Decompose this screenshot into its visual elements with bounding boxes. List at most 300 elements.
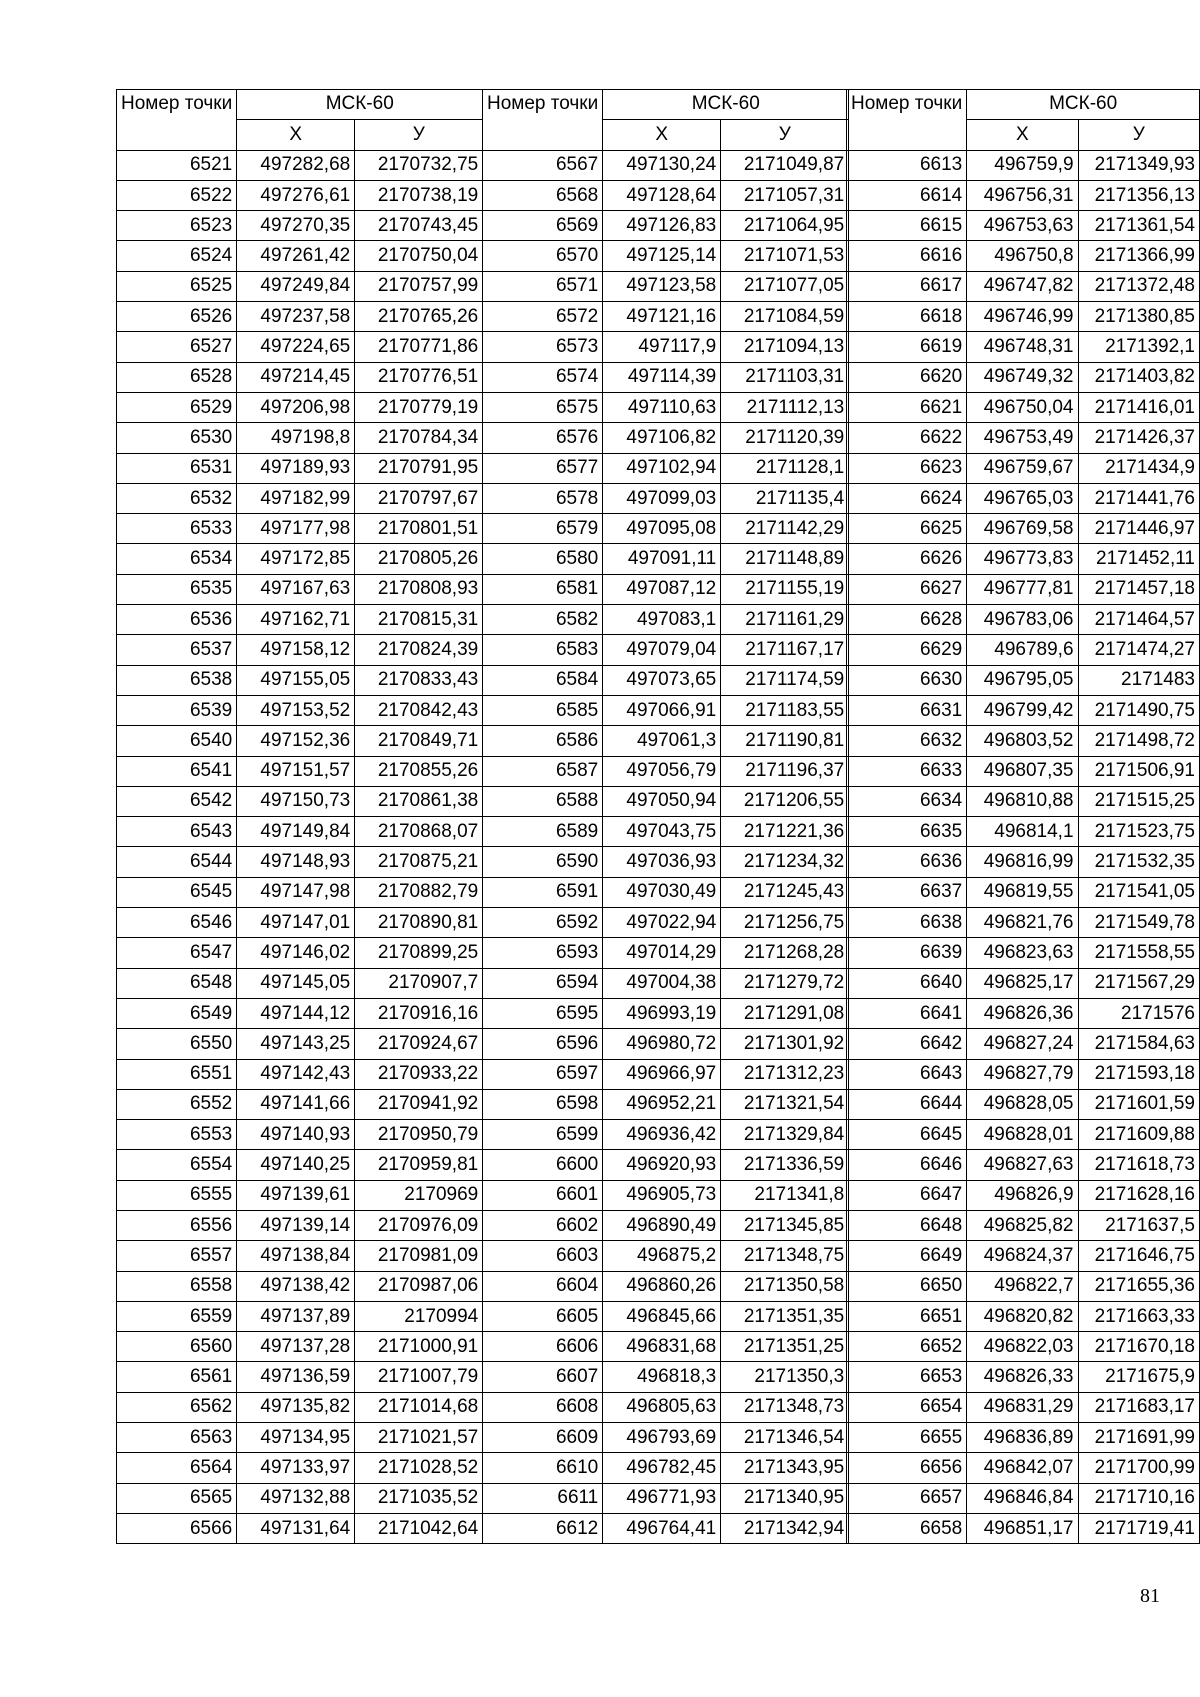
point-number-cell: 6565 [117,1483,237,1513]
table-row [847,877,1200,907]
point-number-cell: 6531 [117,453,237,483]
x-coordinate-cell: 497172,85 [237,544,355,574]
x-coordinate-cell: 497136,59 [237,1362,355,1392]
table-row [847,362,1200,392]
x-coordinate-cell: 496826,33 [967,1362,1078,1392]
table-row [117,544,483,574]
x-coordinate-cell: 496836,89 [967,1423,1078,1453]
point-number-cell: 6547 [117,938,237,968]
y-coordinate-cell: 2171416,01 [1078,392,1199,422]
table-row [117,211,483,241]
y-coordinate-cell: 2171321,54 [721,1089,849,1119]
point-number-cell: 6655 [847,1423,967,1453]
y-coordinate-cell: 2171618,73 [1078,1150,1199,1180]
y-coordinate-cell: 2171014,68 [355,1392,483,1422]
x-coordinate-cell: 496952,21 [603,1089,721,1119]
table-row [483,1483,849,1513]
x-coordinate-cell: 497125,14 [603,241,721,271]
table-row [117,665,483,695]
point-number-cell: 6535 [117,574,237,604]
x-coordinate-cell: 496750,8 [967,241,1078,271]
x-coordinate-cell: 496783,06 [967,605,1078,635]
y-coordinate-cell: 2171042,64 [355,1513,483,1543]
point-number-cell: 6607 [483,1362,603,1392]
x-coordinate-cell: 496825,17 [967,968,1078,998]
y-coordinate-cell: 2170941,92 [355,1089,483,1119]
x-coordinate-cell: 497145,05 [237,968,355,998]
point-number-cell: 6581 [483,574,603,604]
table-row [847,514,1200,544]
y-coordinate-cell: 2171350,3 [721,1362,849,1392]
x-coordinate-cell: 496824,37 [967,1241,1078,1271]
y-coordinate-cell: 2171174,59 [721,665,849,695]
y-coordinate-cell: 2171628,16 [1078,1180,1199,1210]
point-number-cell: 6557 [117,1241,237,1271]
table-row [117,1392,483,1422]
point-number-cell: 6629 [847,635,967,665]
point-number-cell: 6575 [483,392,603,422]
table-row [847,1271,1200,1301]
x-coordinate-cell: 496799,42 [967,695,1078,725]
y-coordinate-cell: 2171392,1 [1078,332,1199,362]
table-row [117,423,483,453]
point-number-cell: 6592 [483,908,603,938]
point-number-cell: 6651 [847,1301,967,1331]
y-coordinate-cell: 2170987,06 [355,1271,483,1301]
x-coordinate-cell: 496746,99 [967,302,1078,332]
x-coordinate-cell: 496822,03 [967,1332,1078,1362]
table-row [483,332,849,362]
table-row [117,180,483,210]
x-coordinate-cell: 496747,82 [967,271,1078,301]
y-coordinate-cell: 2170743,45 [355,211,483,241]
y-coordinate-cell: 2170732,75 [355,150,483,180]
x-coordinate-cell: 496825,82 [967,1210,1078,1240]
y-coordinate-cell: 2171515,25 [1078,786,1199,816]
table-row [483,1180,849,1210]
x-coordinate-cell: 496771,93 [603,1483,721,1513]
point-number-cell: 6610 [483,1453,603,1483]
y-coordinate-cell: 2171609,88 [1078,1120,1199,1150]
x-coordinate-cell: 496890,49 [603,1210,721,1240]
point-number-cell: 6634 [847,786,967,816]
y-coordinate-cell: 2170959,81 [355,1150,483,1180]
x-coordinate-cell: 497030,49 [603,877,721,907]
x-coordinate-cell: 496823,63 [967,938,1078,968]
point-number-cell: 6632 [847,726,967,756]
x-coordinate-cell: 497261,42 [237,241,355,271]
x-coordinate-cell: 497050,94 [603,786,721,816]
y-coordinate-cell: 2171483 [1078,665,1199,695]
table-row [117,1483,483,1513]
table-row [483,1332,849,1362]
table-row [847,1059,1200,1089]
x-coordinate-cell: 496846,84 [967,1483,1078,1513]
y-coordinate-cell: 2170842,43 [355,695,483,725]
point-number-cell: 6613 [847,150,967,180]
y-coordinate-cell: 2171567,29 [1078,968,1199,998]
point-number-cell: 6593 [483,938,603,968]
point-number-cell: 6563 [117,1423,237,1453]
table-row [847,241,1200,271]
x-coordinate-cell: 497146,02 [237,938,355,968]
table-row [117,1513,483,1543]
table-row [117,1029,483,1059]
point-number-cell: 6559 [117,1301,237,1331]
y-coordinate-cell: 2170882,79 [355,877,483,907]
table-row [483,453,849,483]
x-coordinate-cell: 496750,04 [967,392,1078,422]
x-coordinate-cell: 496807,35 [967,756,1078,786]
x-coordinate-cell: 497182,99 [237,483,355,513]
table-row [483,877,849,907]
table-row [117,1150,483,1180]
table-row [117,574,483,604]
x-coordinate-cell: 496821,76 [967,908,1078,938]
point-number-cell: 6528 [117,362,237,392]
table-row [847,847,1200,877]
x-coordinate-cell: 496860,26 [603,1271,721,1301]
y-coordinate-cell: 2171190,81 [721,726,849,756]
x-coordinate-cell: 497142,43 [237,1059,355,1089]
point-number-cell: 6597 [483,1059,603,1089]
point-number-cell: 6561 [117,1362,237,1392]
point-number-cell: 6578 [483,483,603,513]
point-number-cell: 6552 [117,1089,237,1119]
x-coordinate-cell: 496826,36 [967,998,1078,1028]
table-row [483,786,849,816]
x-coordinate-cell: 496816,99 [967,847,1078,877]
point-number-cell: 6625 [847,514,967,544]
y-coordinate-cell: 2170861,38 [355,786,483,816]
y-coordinate-cell: 2171434,9 [1078,453,1199,483]
point-number-cell: 6525 [117,271,237,301]
y-coordinate-cell: 2170757,99 [355,271,483,301]
point-number-cell: 6545 [117,877,237,907]
point-number-cell: 6522 [117,180,237,210]
table-row [847,998,1200,1028]
y-coordinate-cell: 2171336,59 [721,1150,849,1180]
y-coordinate-cell: 2170797,67 [355,483,483,513]
x-coordinate-cell: 496822,7 [967,1271,1078,1301]
point-number-cell: 6534 [117,544,237,574]
table-row [847,1453,1200,1483]
y-coordinate-cell: 2171474,27 [1078,635,1199,665]
y-coordinate-cell: 2171646,75 [1078,1241,1199,1271]
point-number-cell: 6533 [117,514,237,544]
x-coordinate-cell: 496875,2 [603,1241,721,1271]
y-coordinate-cell: 2170776,51 [355,362,483,392]
point-number-cell: 6633 [847,756,967,786]
table-row [117,392,483,422]
y-coordinate-cell: 2170981,09 [355,1241,483,1271]
x-column-header: Х [603,120,721,150]
point-number-cell: 6646 [847,1150,967,1180]
point-number-cell: 6657 [847,1483,967,1513]
x-coordinate-cell: 497099,03 [603,483,721,513]
x-coordinate-cell: 497141,66 [237,1089,355,1119]
table-row [847,1241,1200,1271]
table-row [117,1453,483,1483]
table-row [483,574,849,604]
x-coordinate-cell: 497152,36 [237,726,355,756]
y-coordinate-cell: 2171541,05 [1078,877,1199,907]
y-coordinate-cell: 2171312,23 [721,1059,849,1089]
x-coordinate-cell: 496905,73 [603,1180,721,1210]
x-coordinate-cell: 497138,42 [237,1271,355,1301]
y-coordinate-cell: 2171549,78 [1078,908,1199,938]
table-row [847,332,1200,362]
y-coordinate-cell: 2171345,85 [721,1210,849,1240]
point-number-cell: 6571 [483,271,603,301]
point-number-cell: 6619 [847,332,967,362]
y-coordinate-cell: 2171457,18 [1078,574,1199,604]
point-number-cell: 6537 [117,635,237,665]
point-number-cell: 6577 [483,453,603,483]
y-coordinate-cell: 2171719,41 [1078,1513,1199,1543]
x-coordinate-cell: 497131,64 [237,1513,355,1543]
x-coordinate-cell: 497237,58 [237,302,355,332]
x-coordinate-cell: 497110,63 [603,392,721,422]
table-row [117,1362,483,1392]
table-row [483,968,849,998]
x-coordinate-cell: 497276,61 [237,180,355,210]
table-row [483,1271,849,1301]
y-coordinate-cell: 2171348,75 [721,1241,849,1271]
point-number-cell: 6601 [483,1180,603,1210]
point-number-cell: 6541 [117,756,237,786]
table-row [847,1392,1200,1422]
y-coordinate-cell: 2170779,19 [355,392,483,422]
y-coordinate-cell: 2171206,55 [721,786,849,816]
coordinates-table-2 [482,89,849,1544]
table-row [483,423,849,453]
point-number-cell: 6631 [847,695,967,725]
y-coordinate-cell: 2170924,67 [355,1029,483,1059]
point-number-cell: 6599 [483,1120,603,1150]
x-coordinate-cell: 496753,49 [967,423,1078,453]
x-coordinate-cell: 497087,12 [603,574,721,604]
y-coordinate-cell: 2171506,91 [1078,756,1199,786]
y-coordinate-cell: 2171498,72 [1078,726,1199,756]
x-coordinate-cell: 497144,12 [237,998,355,1028]
x-coordinate-cell: 496828,05 [967,1089,1078,1119]
table-row [847,211,1200,241]
table-row [847,392,1200,422]
table-row [847,1513,1200,1543]
table-row [847,180,1200,210]
x-coordinate-cell: 496759,9 [967,150,1078,180]
table-row [847,726,1200,756]
x-coordinate-cell: 497224,65 [237,332,355,362]
x-coordinate-cell: 496803,52 [967,726,1078,756]
point-number-cell: 6582 [483,605,603,635]
x-coordinate-cell: 496920,93 [603,1150,721,1180]
y-coordinate-cell: 2171057,31 [721,180,849,210]
x-coordinate-cell: 496831,68 [603,1332,721,1362]
table-row [117,150,483,180]
point-number-cell: 6587 [483,756,603,786]
y-coordinate-cell: 2171348,73 [721,1392,849,1422]
table-row [483,150,849,180]
x-coordinate-cell: 497004,38 [603,968,721,998]
point-number-cell: 6608 [483,1392,603,1422]
point-number-cell: 6564 [117,1453,237,1483]
x-coordinate-cell: 497249,84 [237,271,355,301]
table-row [847,1362,1200,1392]
y-coordinate-cell: 2171142,29 [721,514,849,544]
x-coordinate-cell: 496777,81 [967,574,1078,604]
table-row [117,817,483,847]
y-coordinate-cell: 2170890,81 [355,908,483,938]
y-coordinate-cell: 2171167,17 [721,635,849,665]
y-coordinate-cell: 2171349,93 [1078,150,1199,180]
y-coordinate-cell: 2171683,17 [1078,1392,1199,1422]
point-number-cell: 6604 [483,1271,603,1301]
point-number-cell: 6614 [847,180,967,210]
point-number-cell: 6621 [847,392,967,422]
point-number-cell: 6556 [117,1210,237,1240]
x-coordinate-cell: 497130,24 [603,150,721,180]
table-row [117,362,483,392]
y-coordinate-cell: 2170791,95 [355,453,483,483]
table-row [847,423,1200,453]
table-row [483,241,849,271]
x-coordinate-cell: 496936,42 [603,1120,721,1150]
table-row [847,150,1200,180]
table-row [117,998,483,1028]
y-coordinate-cell: 2171155,19 [721,574,849,604]
point-number-header: Номер точки [117,90,237,151]
point-number-cell: 6600 [483,1150,603,1180]
point-number-cell: 6630 [847,665,967,695]
point-number-cell: 6591 [483,877,603,907]
point-number-cell: 6595 [483,998,603,1028]
x-coordinate-cell: 497066,91 [603,695,721,725]
y-coordinate-cell: 2171710,16 [1078,1483,1199,1513]
y-coordinate-cell: 2170833,43 [355,665,483,695]
y-coordinate-cell: 2171148,89 [721,544,849,574]
y-coordinate-cell: 2171558,55 [1078,938,1199,968]
table-row [847,635,1200,665]
y-coordinate-cell: 2171007,79 [355,1362,483,1392]
table-row [483,1059,849,1089]
point-number-cell: 6586 [483,726,603,756]
x-coordinate-cell: 497128,64 [603,180,721,210]
point-number-cell: 6585 [483,695,603,725]
x-coordinate-cell: 497140,93 [237,1120,355,1150]
x-coordinate-cell: 496826,9 [967,1180,1078,1210]
table-row [847,1332,1200,1362]
table-row [847,302,1200,332]
x-coordinate-cell: 497102,94 [603,453,721,483]
table-row [117,1332,483,1362]
x-coordinate-cell: 496748,31 [967,332,1078,362]
table-row [483,665,849,695]
point-number-cell: 6615 [847,211,967,241]
table-row [117,302,483,332]
x-coordinate-cell: 497134,95 [237,1423,355,1453]
table-row [483,695,849,725]
y-coordinate-cell: 2171035,52 [355,1483,483,1513]
table-row [483,998,849,1028]
point-number-cell: 6644 [847,1089,967,1119]
point-number-cell: 6579 [483,514,603,544]
point-number-cell: 6546 [117,908,237,938]
x-coordinate-cell: 496818,3 [603,1362,721,1392]
y-coordinate-cell: 2171446,97 [1078,514,1199,544]
table-row [847,908,1200,938]
table-row [847,1029,1200,1059]
y-coordinate-cell: 2171403,82 [1078,362,1199,392]
point-number-cell: 6555 [117,1180,237,1210]
y-coordinate-cell: 2170907,7 [355,968,483,998]
table-row [483,1089,849,1119]
point-number-cell: 6623 [847,453,967,483]
point-number-cell: 6560 [117,1332,237,1362]
x-coordinate-cell: 497206,98 [237,392,355,422]
y-coordinate-cell: 2171245,43 [721,877,849,907]
y-coordinate-cell: 2170765,26 [355,302,483,332]
x-coordinate-cell: 497137,28 [237,1332,355,1362]
table-row [117,877,483,907]
x-coordinate-cell: 496756,31 [967,180,1078,210]
x-coordinate-cell: 497043,75 [603,817,721,847]
point-number-cell: 6636 [847,847,967,877]
x-coordinate-cell: 496819,55 [967,877,1078,907]
x-coordinate-cell: 497132,88 [237,1483,355,1513]
table-row [483,605,849,635]
x-coordinate-cell: 496993,19 [603,998,721,1028]
point-number-header: Номер точки [483,90,603,151]
point-number-cell: 6598 [483,1089,603,1119]
table-row [847,1483,1200,1513]
table-row [847,938,1200,968]
page-number: 81 [1140,1585,1160,1607]
y-coordinate-cell: 2171340,95 [721,1483,849,1513]
x-coordinate-cell: 497073,65 [603,665,721,695]
x-coordinate-cell: 496842,07 [967,1453,1078,1483]
point-number-cell: 6640 [847,968,967,998]
y-coordinate-cell: 2171351,35 [721,1301,849,1331]
y-coordinate-cell: 2171490,75 [1078,695,1199,725]
point-number-header: Номер точки [847,90,967,151]
x-coordinate-cell: 497150,73 [237,786,355,816]
x-coordinate-cell: 497153,52 [237,695,355,725]
y-coordinate-cell: 2171441,76 [1078,483,1199,513]
table-row [483,1392,849,1422]
y-coordinate-cell: 2170738,19 [355,180,483,210]
point-number-cell: 6620 [847,362,967,392]
y-coordinate-cell: 2171356,13 [1078,180,1199,210]
x-coordinate-cell: 496773,83 [967,544,1078,574]
table-row [847,453,1200,483]
table-row [117,847,483,877]
x-coordinate-cell: 497106,82 [603,423,721,453]
x-coordinate-cell: 497155,05 [237,665,355,695]
x-coordinate-cell: 497121,16 [603,302,721,332]
y-coordinate-cell: 2171426,37 [1078,423,1199,453]
point-number-cell: 6639 [847,938,967,968]
point-number-cell: 6642 [847,1029,967,1059]
y-coordinate-cell: 2170976,09 [355,1210,483,1240]
table-row [117,271,483,301]
point-number-cell: 6527 [117,332,237,362]
table-row [117,968,483,998]
x-coordinate-cell: 497139,14 [237,1210,355,1240]
y-coordinate-cell: 2171291,08 [721,998,849,1028]
point-number-cell: 6656 [847,1453,967,1483]
